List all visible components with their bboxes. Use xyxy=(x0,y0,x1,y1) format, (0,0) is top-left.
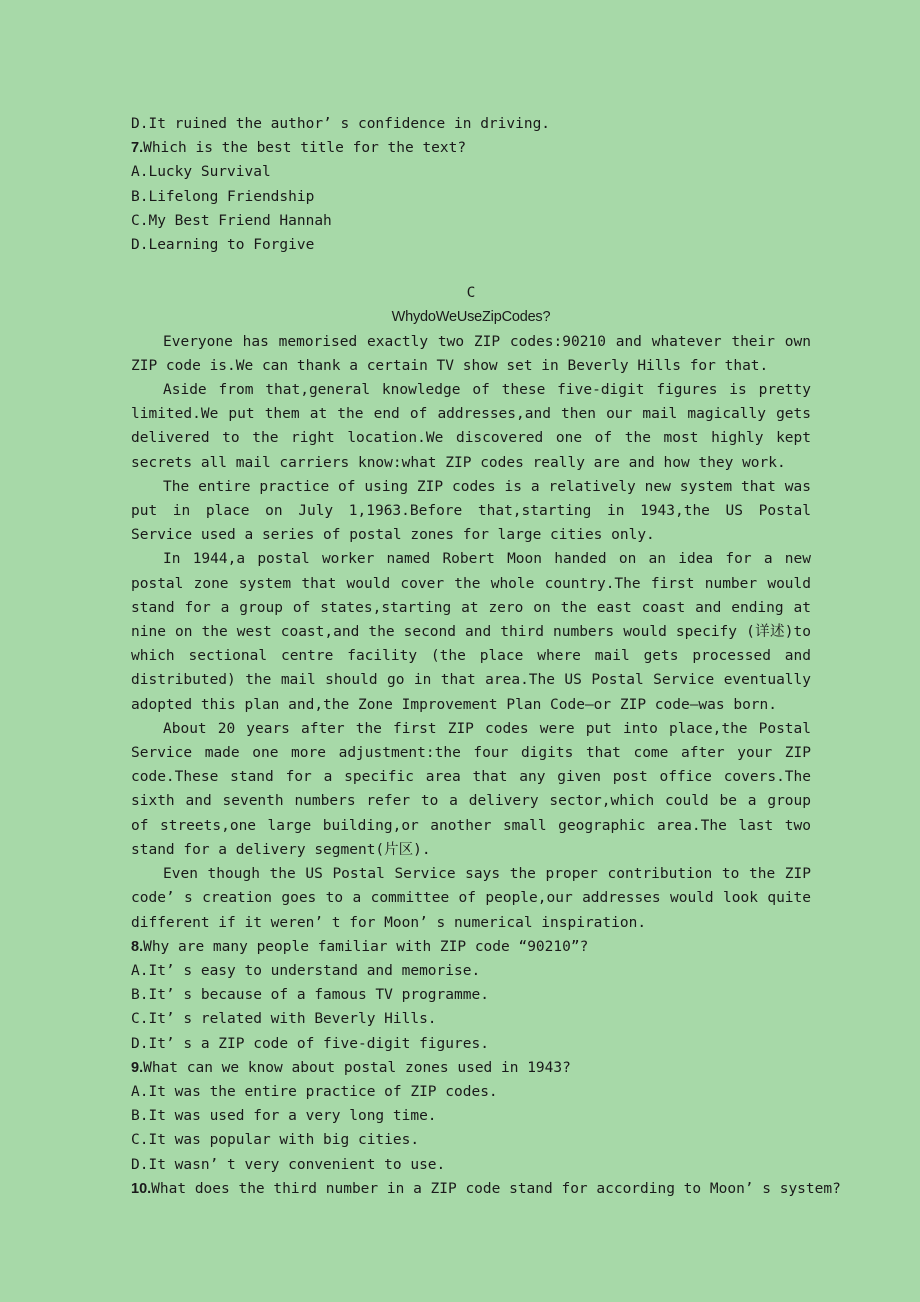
q7-option-c: C.My Best Friend Hannah xyxy=(131,212,332,229)
question-9-number: 9. xyxy=(131,1059,144,1076)
q8-option-d: D.It’ s a ZIP code of five-digit figures. xyxy=(131,1035,489,1052)
passage-paragraph-4: In 1944,a postal worker named Robert Moon handed on an idea for a new postal zone system that would cover the whole country.The first number would stand for a group of states,starting at zero on the east coast and ending at nine on the west coast,and the second and third numbers would specify (详述)to which sectional centre facility (the place where mail gets processed and distributed) the mail should go in that area.The US Postal Service eventually adopted this plan and,the Zone Improvement Plan Code—or ZIP code—was born. xyxy=(131,551,811,713)
q9-option-c: C.It was popular with big cities. xyxy=(131,1132,420,1149)
section-letter: C xyxy=(466,285,476,302)
question-8 xyxy=(131,935,811,959)
question-8-stem: Why are many people familiar with ZIP code “90210”? xyxy=(143,938,589,955)
question-9-stem: What can we know about postal zones used in 1943? xyxy=(143,1059,571,1076)
passage-paragraph-5: About 20 years after the first ZIP codes were put into place,the Postal Service made one more adjustment:the four digits that come after your ZIP code.These stand for a specific area that any given post office covers.The sixth and seventh numbers refer to a delivery sector,which could be a group of streets,one large building,or another small geographic area.The last two stand for a delivery segment(片区). xyxy=(131,720,811,858)
passage-paragraph-6: Even though the US Postal Service says the proper contribution to the ZIP code’ s creation goes to a committee of people,our addresses would look quite different if it weren’ t for Moon’ s numerical inspiration. xyxy=(131,866,811,931)
q8-option-c: C.It’ s related with Beverly Hills. xyxy=(131,1011,437,1028)
question-7-number: 7. xyxy=(131,140,144,157)
q6-option-d: D.It ruined the author’ s confidence in driving. xyxy=(131,116,551,132)
question-7-stem: Which is the best title for the text? xyxy=(143,140,467,157)
q7-option-a: A.Lucky Survival xyxy=(131,164,271,181)
passage-title: WhydoWeUseZipCodes? xyxy=(391,309,551,326)
q8-option-a: A.It’ s easy to understand and memorise. xyxy=(131,962,481,979)
q7-option-b: B.Lifelong Friendship xyxy=(131,188,315,205)
question-7 xyxy=(131,136,811,160)
q7-option-d: D.Learning to Forgive xyxy=(131,237,315,254)
q8-option-b: B.It’ s because of a famous TV programme. xyxy=(131,987,489,1004)
question-9 xyxy=(131,1056,811,1080)
q9-option-d: D.It wasn’ t very convenient to use. xyxy=(131,1156,446,1173)
question-10-number: 10. xyxy=(131,1180,152,1197)
document-content xyxy=(131,112,841,1201)
question-10 xyxy=(131,1177,841,1201)
passage-paragraph-1: Everyone has memorised exactly two ZIP codes:90210 and whatever their own ZIP code is.We can thank a certain TV show set in Beverly Hills for that. xyxy=(131,333,811,374)
q9-option-a: A.It was the entire practice of ZIP codes. xyxy=(131,1083,498,1100)
question-10-stem: What does the third number in a ZIP code stand for according to Moon’ s system? xyxy=(151,1180,841,1197)
q9-option-b: B.It was used for a very long time. xyxy=(131,1108,437,1125)
question-8-number: 8. xyxy=(131,938,144,955)
passage-paragraph-3: The entire practice of using ZIP codes is a relatively new system that was put in place on July 1,1963.Before that,starting in 1943,the US Postal Service used a series of postal zones for large cities only. xyxy=(131,478,811,544)
passage-paragraph-2: Aside from that,general knowledge of these five-digit figures is pretty limited.We put them at the end of addresses,and then our mail magically gets delivered to the right location.We discovered one of the most highly kept secrets all mail carriers know:what ZIP codes really are and how they work. xyxy=(131,382,811,471)
